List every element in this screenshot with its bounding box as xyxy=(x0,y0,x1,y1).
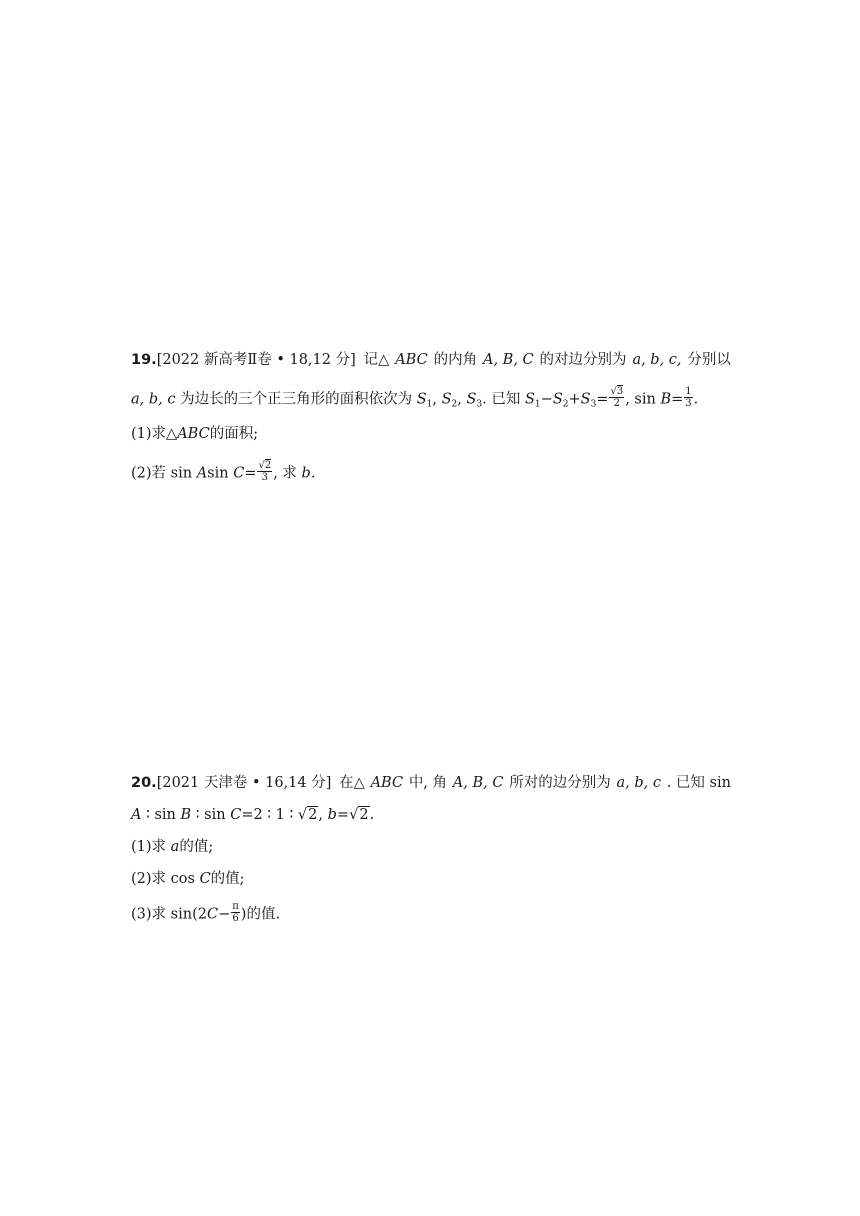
operator: = xyxy=(596,391,609,408)
part-label: (1)求 xyxy=(131,839,167,855)
denominator: 3 xyxy=(261,472,269,483)
problem-19-line-2 xyxy=(131,388,698,411)
math-var: A, B, C xyxy=(452,775,504,791)
subscript: 1 xyxy=(534,399,541,410)
text: , xyxy=(432,391,437,408)
problem-19-part-2 xyxy=(131,462,315,485)
math-var: a, b, c, xyxy=(632,352,682,368)
text: . xyxy=(310,465,316,482)
math-var: A, B, C xyxy=(482,352,534,368)
sqrt-symbol: √ xyxy=(297,807,308,823)
math-var: S xyxy=(580,391,591,408)
text: , 求 xyxy=(273,465,297,482)
math-var: C xyxy=(233,465,245,482)
text: , xyxy=(318,807,323,823)
math-var: S xyxy=(466,391,477,408)
operator: − xyxy=(218,906,231,923)
sqrt-symbol: √ xyxy=(610,386,617,397)
text: )的值. xyxy=(240,906,281,923)
math-var: ABC xyxy=(395,352,428,368)
operator: = xyxy=(671,391,684,408)
math-var: a xyxy=(170,839,180,855)
radicand: 2 xyxy=(264,460,272,471)
text: 所对的边分别为 xyxy=(509,775,611,791)
text: 的面积; xyxy=(209,426,259,442)
text: 的值; xyxy=(210,871,245,887)
math-var: C xyxy=(199,871,211,887)
text: 的值; xyxy=(179,839,214,855)
sqrt xyxy=(349,805,369,825)
part-label: (2)求 cos xyxy=(131,871,195,887)
problem-20-line-2 xyxy=(131,805,374,825)
math-var: S xyxy=(524,391,535,408)
text: . 已知 xyxy=(482,391,521,408)
denominator: 3 xyxy=(685,398,692,409)
operator: = xyxy=(244,465,257,482)
text: . xyxy=(693,391,699,408)
problem-20-part-2 xyxy=(131,869,245,889)
text: , sin xyxy=(625,391,656,408)
text: ∶ sin xyxy=(195,807,226,823)
operator: − xyxy=(540,391,553,408)
subscript: 1 xyxy=(426,399,433,410)
problem-20-part-1 xyxy=(131,837,213,857)
problem-number: 20. xyxy=(131,775,157,791)
problem-20-part-3 xyxy=(131,903,280,926)
problem-source: [2022 新高考Ⅱ卷 • 18,12 分] xyxy=(156,352,356,368)
math-var: b xyxy=(301,465,311,482)
math-var: C xyxy=(206,906,219,923)
operator: = xyxy=(336,807,350,823)
math-var: C xyxy=(230,807,242,823)
math-var: B xyxy=(660,391,672,408)
denominator: 2 xyxy=(613,398,621,409)
fraction xyxy=(231,901,240,924)
text: 中, 角 xyxy=(408,775,448,791)
radicand: 2 xyxy=(359,807,369,823)
numerator: 1 xyxy=(685,386,692,397)
text: =2 ∶ 1 ∶ xyxy=(241,807,294,823)
text: 记△ xyxy=(363,352,390,368)
part-label: (1)求△ xyxy=(131,426,178,442)
math-var: b xyxy=(327,807,337,823)
problem-20-line-1 xyxy=(131,773,731,793)
sqrt xyxy=(298,805,318,825)
problem-19-part-1 xyxy=(131,424,258,444)
math-var: ABC xyxy=(370,775,404,791)
problem-source: [2021 天津卷 • 16,14 分] xyxy=(156,775,332,791)
part-label: (2)若 sin xyxy=(131,465,193,482)
denominator: 6 xyxy=(232,913,239,924)
text: 为边长的三个正三角形的面积依次为 xyxy=(180,391,413,408)
radicand: 3 xyxy=(616,386,624,397)
text: 在△ xyxy=(339,775,365,791)
problem-19-line-1 xyxy=(131,350,731,370)
subscript: 2 xyxy=(562,399,569,410)
text: , xyxy=(457,391,462,408)
text: sin xyxy=(207,465,229,482)
radicand: 2 xyxy=(308,807,318,823)
sqrt-symbol: √ xyxy=(349,807,359,823)
math-var: a, b, c xyxy=(616,775,661,791)
numerator: π xyxy=(232,901,239,912)
text: 的对边分别为 xyxy=(539,352,627,368)
math-var: ABC xyxy=(177,426,210,442)
text: 的内角 xyxy=(433,352,478,368)
sqrt-symbol: √ xyxy=(258,460,265,471)
fraction xyxy=(609,386,624,409)
text: . xyxy=(369,807,375,823)
problem-number: 19. xyxy=(131,352,157,368)
math-var: S xyxy=(552,391,563,408)
subscript: 3 xyxy=(590,399,597,410)
math-var: S xyxy=(416,391,427,408)
math-var: A xyxy=(196,465,208,482)
math-var: A xyxy=(131,807,142,823)
text: . 已知 sin xyxy=(666,775,731,791)
text: 分别以 xyxy=(687,352,731,368)
operator: + xyxy=(568,391,581,408)
math-var: a, b, c xyxy=(131,391,176,408)
math-var: S xyxy=(441,391,452,408)
math-var: B xyxy=(180,807,192,823)
subscript: 2 xyxy=(451,399,458,410)
fraction xyxy=(684,386,692,409)
subscript: 3 xyxy=(476,399,483,410)
fraction xyxy=(257,460,272,483)
part-label: (3)求 sin(2 xyxy=(131,906,207,923)
text: ∶ sin xyxy=(146,807,176,823)
